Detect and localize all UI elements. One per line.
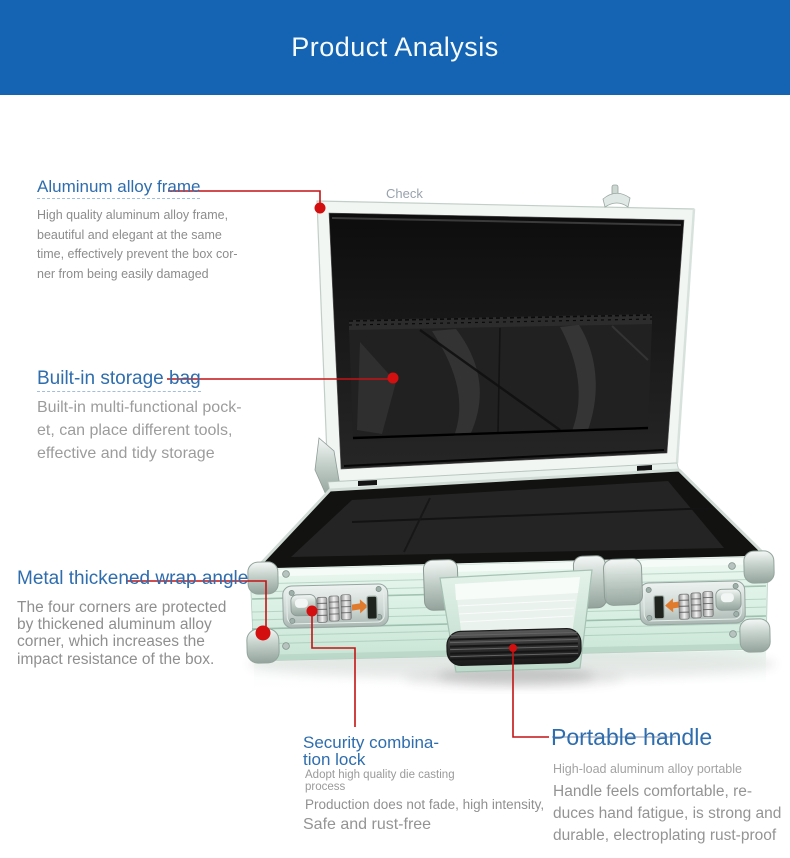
desc-line: impact resistance of the box.	[17, 650, 215, 668]
desc-line: ner from being easily damaged	[37, 266, 209, 281]
callout-storage-bag-desc	[37, 397, 242, 465]
desc-line: et, can place different tools,	[37, 421, 233, 439]
desc-line: duces hand fatigue, is strong and	[553, 805, 782, 822]
desc-line: corner, which increases the	[17, 633, 205, 651]
callout-aluminum-frame-desc	[37, 206, 238, 284]
desc-line: The four corners are protected	[17, 599, 227, 616]
desc-line: process	[305, 781, 346, 793]
desc-line: effective and tidy storage	[37, 444, 215, 462]
callout-security-lock-desc-mid: Production does not fade, high intensity,	[305, 797, 545, 812]
desc-line: High quality aluminum alloy frame,	[37, 208, 229, 222]
combination-lock-left	[283, 584, 389, 628]
callout-aluminum-frame-title-text: Aluminum alloy frame	[37, 177, 200, 199]
callout-portable-handle-desc-small: High-load aluminum alloy portable	[553, 762, 742, 776]
header-banner	[0, 0, 790, 95]
desc-line: Built-in multi-functional pock-	[37, 399, 242, 416]
desc-line: Adopt high quality die casting	[305, 769, 455, 781]
callout-security-lock-desc-big: Safe and rust-free	[303, 816, 432, 833]
desc-line: time, effectively prevent the box cor-	[37, 247, 238, 261]
desc-line: durable, electroplating rust-proof	[553, 827, 777, 844]
case-lid	[315, 185, 694, 497]
callout-dot-storage-bag	[388, 373, 399, 384]
callout-storage-bag-title	[37, 368, 201, 392]
page-title: Product Analysis	[291, 32, 499, 62]
callout-security-lock-desc-small	[305, 769, 455, 793]
lid-clasp	[603, 185, 630, 207]
callout-security-lock-title	[303, 734, 439, 768]
callout-storage-bag-title-text: Built-in storage bag	[37, 368, 201, 392]
title-line: tion lock	[303, 750, 366, 769]
desc-line: beautiful and elegant at the same	[37, 227, 222, 242]
callout-dot-wrap-angle	[256, 626, 271, 641]
callout-portable-handle-title: Portable handle	[551, 724, 713, 750]
callout-dot-portable-handle	[509, 644, 517, 652]
callout-dot-security-lock	[307, 606, 318, 617]
lock-dials-right	[679, 592, 714, 620]
callout-wrap-angle-title: Metal thickened wrap angle	[17, 568, 249, 589]
lock-dials-left	[317, 595, 352, 623]
combination-lock-right	[640, 581, 746, 625]
check-watermark: Check	[386, 186, 423, 201]
title-line: Security combina-	[303, 733, 440, 752]
callout-wrap-angle-desc	[17, 599, 226, 668]
callout-portable-handle-desc	[553, 781, 781, 847]
callout-dot-aluminum-frame	[315, 203, 326, 214]
desc-line: Handle feels comfortable, re-	[553, 783, 753, 800]
desc-line: by thickened aluminum alloy	[17, 616, 212, 634]
callout-aluminum-frame-title	[37, 177, 200, 199]
